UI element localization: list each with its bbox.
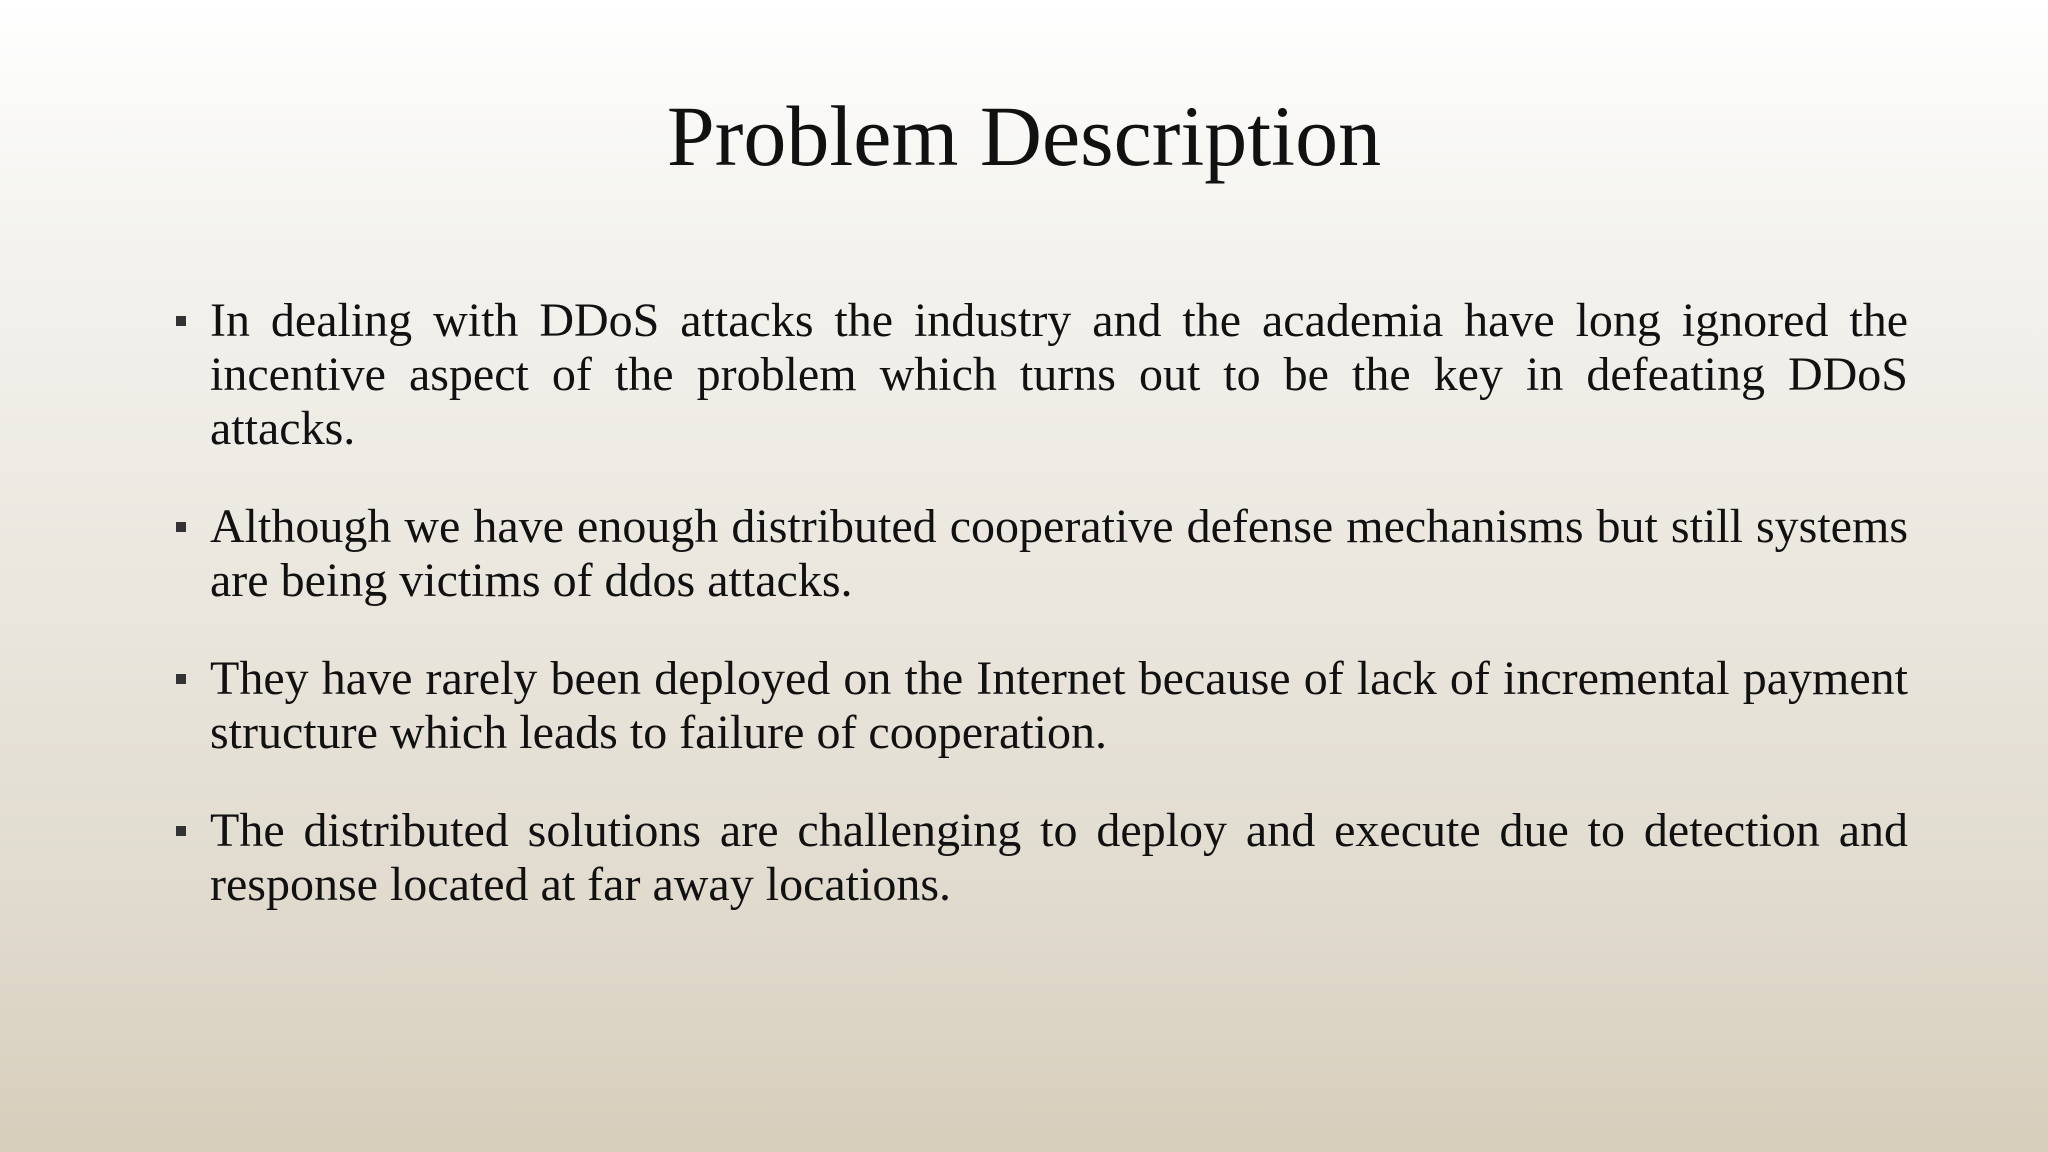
bullet-item <box>170 500 1908 608</box>
bullet-text: They have rarely been deployed on the Internet because of lack of incremental payment structure which leads to failure of cooperation. <box>210 652 1908 759</box>
bullet-item <box>170 804 1908 912</box>
square-bullet-icon <box>176 316 186 326</box>
square-bullet-icon <box>176 522 186 532</box>
square-bullet-icon <box>176 674 186 684</box>
square-bullet-icon <box>176 826 186 836</box>
bullet-list <box>170 294 1908 956</box>
bullet-text: The distributed solutions are challenging to deploy and execute due to detection and response located at far away locations. <box>210 804 1908 911</box>
bullet-item <box>170 652 1908 760</box>
bullet-text: Although we have enough distributed cooperative defense mechanisms but still systems are being victims of ddos attacks. <box>210 500 1908 607</box>
bullet-item <box>170 294 1908 456</box>
bullet-text: In dealing with DDoS attacks the industry and the academia have long ignored the incentive aspect of the problem which turns out to be the key in defeating DDoS attacks. <box>210 294 1908 455</box>
slide-title: Problem Description <box>666 88 1382 184</box>
